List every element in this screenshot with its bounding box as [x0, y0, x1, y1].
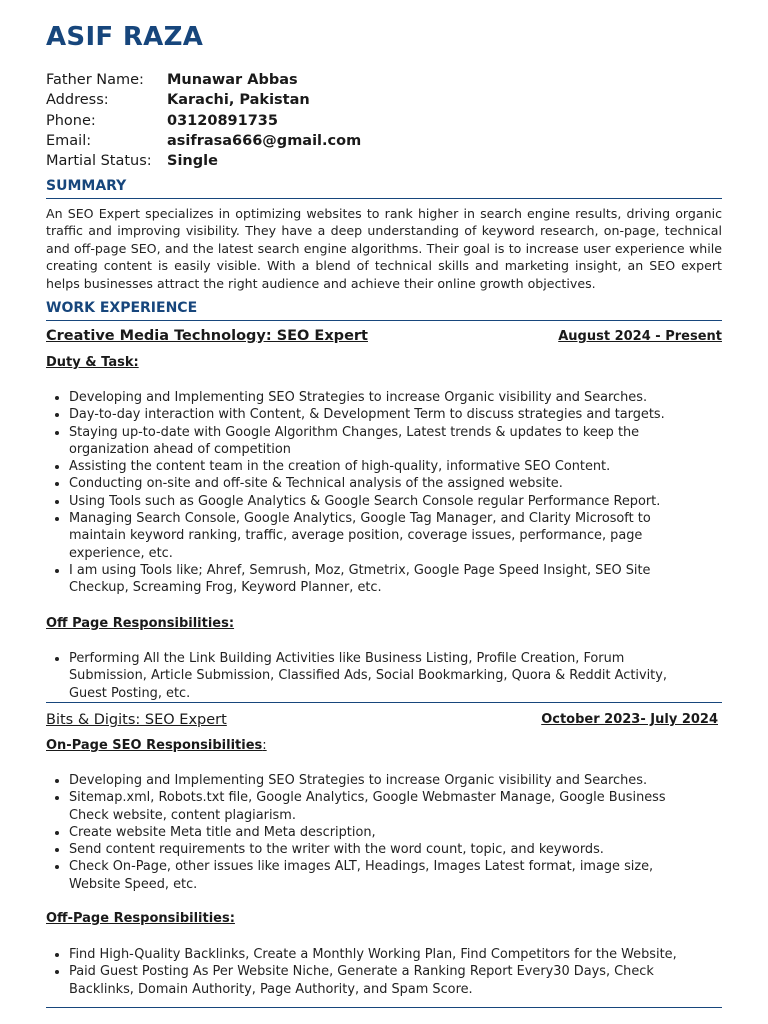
list-item: • Check On-Page, other issues like images ALT, Headings, Images Latest format, image size, Website Speed, etc.: [69, 858, 684, 893]
on-page-seo-heading: [46, 738, 267, 753]
list-item: • Create website Meta title and Meta description,: [69, 824, 684, 841]
list-item: • Developing and Implementing SEO Strategies to increase Organic visibility and Searches.: [69, 772, 684, 789]
duty-task-list: [46, 389, 684, 597]
info-value: Single: [167, 153, 218, 170]
info-value: 03120891735: [167, 112, 278, 129]
on-page-seo-heading-text: On-Page SEO Responsibilities: [46, 738, 263, 753]
info-value: Karachi, Pakistan: [167, 92, 310, 109]
list-item: • Day-to-day interaction with Content, & Development Term to discuss strategies and targets.: [69, 406, 684, 423]
off-page-heading: Off Page Responsibilities:: [46, 616, 235, 631]
info-value: asifrasa666@gmail.com: [167, 132, 362, 149]
info-label: Martial Status:: [46, 153, 152, 170]
info-row-marital-status: [46, 151, 361, 171]
summary-text: An SEO Expert specializes in optimizing websites to rank higher in search engine results, driving organic traffic and improving visibility. They have a deep understanding of keyword research, on-page, technical and off-page SEO, and the latest search engine algorithms. Their goal is to increase user experience while creating content is easily visible. With a blend of technical skills and marketing insight, an SEO expert helps businesses attract the right audience and achieve their online growth objectives.: [46, 206, 722, 291]
info-row-email: [46, 131, 361, 151]
list-item: • Using Tools such as Google Analytics & Google Search Console regular Performance Report.: [69, 493, 684, 510]
job-title-bits-digits: Bits & Digits: SEO Expert: [46, 712, 227, 728]
info-label: Father Name:: [46, 72, 144, 88]
info-label: Address:: [46, 92, 109, 109]
list-item: • I am using Tools like; Ahref, Semrush, Moz, Gtmetrix, Google Page Speed Insight, SEO Site Checkup, Screaming Frog, Keyword Planner, etc.: [69, 562, 684, 597]
info-row-father-name: [46, 70, 361, 90]
list-item: • Send content requirements to the writer with the word count, topic, and keywords.: [69, 841, 684, 858]
list-item: • Performing All the Link Building Activities like Business Listing, Profile Creation, Forum Submission, Article Submission, Classified Ads, Social Bookmarking, Quora & Reddit Activity, Guest Posting, etc.: [69, 650, 684, 702]
resume-name: ASIF RAZA: [46, 22, 204, 52]
list-item: • Sitemap.xml, Robots.txt file, Google Analytics, Google Webmaster Manage, Google Business Check website, content plagiarism.: [69, 789, 684, 824]
list-item: • Staying up-to-date with Google Algorithm Changes, Latest trends & updates to keep the organization ahead of competition: [69, 424, 684, 459]
info-row-address: [46, 90, 361, 110]
off-page-list: [46, 650, 684, 702]
off-page-seo-heading: Off-Page Responsibilities:: [46, 911, 235, 926]
info-row-phone: [46, 111, 361, 131]
list-item: • Managing Search Console, Google Analytics, Google Tag Manager, and Clarity Microsoft to maintain keyword ranking, traffic, average position, coverage issues, performance, page experience, etc.: [69, 510, 684, 562]
off-page-seo-list: [46, 946, 684, 998]
summary-heading: SUMMARY: [46, 178, 722, 199]
divider: [46, 702, 722, 703]
info-label: Phone:: [46, 112, 96, 129]
personal-info: [46, 70, 361, 171]
divider: [46, 1007, 722, 1008]
list-item: • Developing and Implementing SEO Strategies to increase Organic visibility and Searches.: [69, 389, 684, 406]
list-item: • Assisting the content team in the creation of high-quality, informative SEO Content.: [69, 458, 684, 475]
info-value: Munawar Abbas: [167, 72, 298, 88]
list-item: • Conducting on-site and off-site & Technical analysis of the assigned website.: [69, 475, 684, 492]
duty-task-heading: Duty & Task:: [46, 355, 139, 370]
list-item: • Paid Guest Posting As Per Website Niche, Generate a Ranking Report Every30 Days, Check Backlinks, Domain Authority, Page Authority, and Spam Score.: [69, 963, 684, 998]
job-title-creative-media: Creative Media Technology: SEO Expert: [46, 328, 368, 344]
heading-colon: :: [262, 738, 267, 753]
job-date-bits-digits: October 2023- July 2024: [541, 712, 718, 727]
job-date-creative-media: August 2024 - Present: [558, 329, 722, 344]
info-label: Email:: [46, 132, 92, 149]
work-experience-heading: WORK EXPERIENCE: [46, 300, 722, 321]
on-page-seo-list: [46, 772, 684, 893]
list-item: • Find High-Quality Backlinks, Create a Monthly Working Plan, Find Competitors for the Website,: [69, 946, 684, 963]
